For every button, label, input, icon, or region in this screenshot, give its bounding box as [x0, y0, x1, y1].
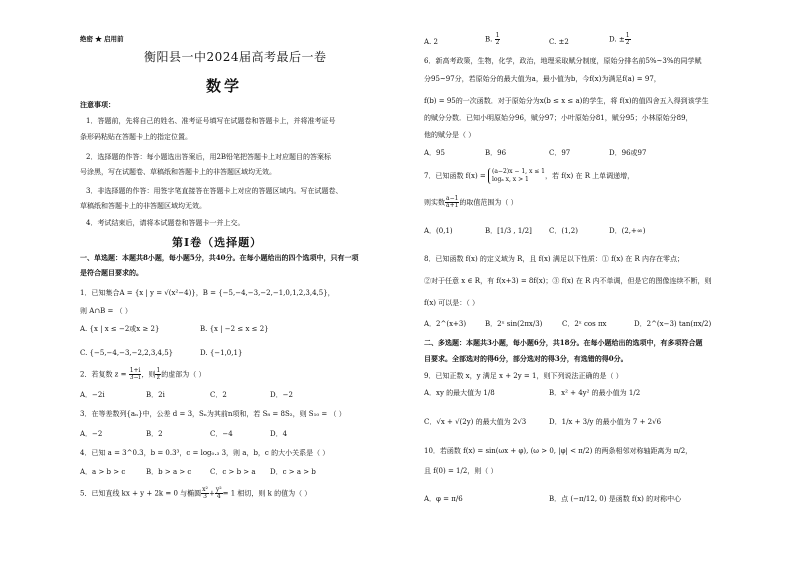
- question-3-stem: 3．在等差数列{aₙ}中，公差 d = 3，Sₙ为其前n项和，若 S₈ = 8S₂，则 S₁₀ = （ ）: [80, 410, 346, 418]
- q5d-den: 2: [625, 39, 630, 46]
- question-1-stem: 1．已知集合A = {x | y = √(x²−4)}，B = {−5,−4,−3,−2,−1,0,1,2,3,4,5}，: [80, 289, 335, 297]
- q7-frac-num: a−1: [446, 195, 459, 202]
- q10-option-a: A．φ = π/6: [424, 495, 463, 503]
- q2-text: 2．若复数 z =: [80, 370, 129, 379]
- q4-option-c: C．c > b > a: [210, 468, 256, 476]
- q5d-fraction: [625, 33, 631, 46]
- notice-line: 条形码粘贴在答题卡上的指定位置。: [80, 133, 192, 141]
- q5d-num: 1: [625, 32, 630, 39]
- secret-mark: 绝密 ★ 启用前: [80, 35, 124, 43]
- q5-option-b: [485, 33, 500, 46]
- question-9-stem: 9．已知正数 x，y 满足 x + 2y = 1，则下列说法正确的是（ ）: [424, 372, 623, 380]
- notice-line: 1．答题前，先将自己的姓名、准考证号填写在试题卷和答题卡上，并将准考证号: [86, 117, 336, 125]
- q9-option-d: D．1/x + 3/y 的最小值为 7 + 2√6: [549, 418, 662, 426]
- q5b-den: 2: [495, 39, 500, 46]
- q5-frac1-num: x²: [202, 486, 208, 493]
- q7-text: 的取值范围为（ ）: [459, 198, 518, 207]
- question-2-stem: [80, 368, 206, 381]
- q7-case-1: (a−2)x − 1, x ≤ 1: [492, 168, 546, 175]
- question-6-line: 的赋分分数．已知小明原始分96，赋分97；小叶原始分81，赋分95；小林原始分89，: [424, 114, 693, 122]
- q1-option-a: A. {x | x ≤ −2或x ≥ 2}: [80, 325, 160, 333]
- question-6-line: 他的赋分是（ ）: [424, 131, 476, 139]
- q5-fraction-y: [215, 487, 223, 500]
- q2-option-a: A．−2i: [80, 391, 105, 399]
- question-6-line: 6．新高考政策，生物，化学，政治，地理采取赋分制度，原始分排名前5%~3%的同学赋: [424, 57, 702, 65]
- q9-option-a: A．xy 的最大值为 1/8: [424, 389, 495, 397]
- q2-fraction: [129, 368, 142, 381]
- question-10-line: 且 f(0) = 1/2，则（ ）: [424, 467, 498, 475]
- q7b-label: B．: [485, 227, 498, 235]
- q7-fraction: [445, 196, 459, 209]
- q8-option-a: A．2^(x+3): [424, 320, 467, 328]
- question-1-stem2: 则 A∩B = （ ）: [80, 307, 132, 315]
- section2-line: 目要求。全部选对的得6分，部分选对的得3分，有选错的得0分。: [424, 354, 628, 363]
- q6-option-c: C．97: [549, 149, 571, 157]
- q5-option-d: [609, 33, 631, 46]
- q5-text: 5．已知直线 kx + y + 2k = 0 与椭圆: [80, 489, 202, 498]
- notice-line: 3．非选择题的作答：用签字笔直接答在答题卡上对应的答题区域内。写在试题卷、: [86, 187, 343, 195]
- q2-frac2-den: z: [156, 374, 160, 381]
- q5-option-c: C. ±2: [549, 38, 569, 46]
- q2-option-c: C．2: [210, 391, 227, 399]
- q5-frac2-den: 4: [216, 493, 221, 500]
- q2-option-d: D．−2: [270, 391, 293, 399]
- q2-frac-den: 3−i: [129, 374, 141, 381]
- q9-option-b: B．x² + 4y² 的最小值为 1/2: [549, 389, 641, 397]
- q5-frac1-den: 3: [203, 493, 207, 500]
- q9-option-c: C．√x + √(2y) 的最大值为 2√3: [424, 418, 527, 426]
- q2-text: 的虚部为（ ）: [161, 370, 206, 379]
- section2-line: 二、多选题：本题共3小题，每小题6分，共18分。在每小题给出的选项中，有多项符合题: [424, 338, 703, 347]
- question-10-line: 10．若函数 f(x) = sin(ωx + φ), (ω > 0, |φ| < π/2) 的两条相邻对称轴距离为 π/2，: [424, 447, 693, 455]
- section1-line: 是符合题目要求的。: [80, 268, 143, 277]
- q7b-value: [1/3 , 1/2]: [497, 227, 532, 235]
- part1-title: 第Ⅰ卷（选择题）: [172, 236, 263, 249]
- q7-case-2: logₐ x, x > 1: [492, 176, 529, 184]
- q1-option-b: B. {x | −2 ≤ x ≤ 2}: [200, 325, 269, 333]
- q5-plus: +: [208, 489, 215, 498]
- q3-option-c: C．−4: [210, 430, 233, 438]
- q5-frac2-num: y²: [215, 486, 222, 493]
- q5-fraction-x: [201, 487, 209, 500]
- q2-frac2-num: 1: [156, 367, 161, 374]
- q7-option-a: A．(0,1): [424, 227, 453, 235]
- question-6-line: 分95~97分，若原始分的最大值为a，最小值为b，今f(x)为满足f(a) = 97，: [424, 75, 661, 83]
- question-4-stem: 4．已知 a = 3^0.3，b = 0.3³，c = log₀.₃ 3，则 a，b，c 的大小关系是（ ）: [80, 449, 330, 457]
- q7-text: ，若 f(x) 在 R 上单调递增，: [545, 172, 635, 181]
- notice-line: 号涂黑，写在试题卷、草稿纸和答题卡上的非答题区域均无效。: [80, 168, 276, 176]
- q2-text: ，则: [141, 370, 156, 379]
- question-8-line: 8．已知函数 f(x) 的定义域为 R，且 f(x) 满足以下性质：① f(x) 在 R 内存在零点；: [424, 255, 685, 263]
- q5b-label: B.: [485, 35, 493, 44]
- question-6-line: f(b) = 95的一次函数．对于原始分为x(b ≤ x ≤ a)的学生，将 f(x)的值四舍五入得到该学生: [424, 97, 709, 105]
- question-5-stem: [80, 487, 311, 500]
- notice-heading: 注意事项：: [80, 100, 115, 109]
- q2-frac-num: 1+i: [129, 367, 141, 374]
- question-7-stem: [424, 168, 634, 184]
- exam-title: 衡阳县一中2024届高考最后一卷: [144, 50, 327, 64]
- q8-option-b: B．2ˣ sin(2πx/3): [485, 320, 543, 328]
- q6-option-b: B．96: [485, 149, 507, 157]
- q8-option-d: D．2^(x−3) tan(πx/2): [634, 320, 712, 328]
- q5b-fraction: [495, 33, 501, 46]
- q5-option-a: A. 2: [424, 38, 438, 46]
- q7-option-b: [485, 227, 532, 236]
- q4-option-d: D．c > a > b: [270, 468, 316, 476]
- section1-line: 一、单选题：本题共8小题，每小题5分，共40分。在每小题给出的四个选项中，只有一项: [80, 253, 359, 262]
- q7-text: 7．已知函数 f(x) =: [424, 172, 488, 181]
- q7-frac-den: a+1: [446, 202, 459, 209]
- question-8-line: f(x) 可以是：（ ）: [424, 299, 479, 307]
- q7-option-d: D．(2,+∞): [609, 227, 646, 235]
- subject-title: 数学: [206, 77, 243, 95]
- question-7-line2: [424, 196, 518, 209]
- notice-line: 4．考试结束后，请将本试题卷和答题卡一并上交。: [86, 219, 245, 227]
- q4-option-b: B．b > a > c: [146, 468, 192, 476]
- q5-text: = 1 相切，则 k 的值为（ ）: [222, 489, 312, 498]
- q4-option-a: A．a > b > c: [80, 468, 126, 476]
- q8-option-c: C．2ˣ cos πx: [562, 320, 607, 328]
- q10-option-b: B．点 (−π/12, 0) 是函数 f(x) 的对称中心: [549, 495, 682, 503]
- q1-option-c: C. {−5,−4,−3,−2,2,3,4,5}: [80, 349, 174, 357]
- q5d-label: D. ±: [609, 35, 625, 44]
- q6-option-a: A．95: [424, 149, 445, 157]
- q5b-num: 1: [495, 32, 500, 39]
- q1-option-d: D. {−1,0,1}: [200, 349, 243, 357]
- q3-option-d: D．4: [270, 430, 288, 438]
- question-8-line: ②对于任意 x ∈ R，有 f(x+3) = 8f(x)；③ f(x) 在 R 内不单调，但是它的图像连续不断，则: [424, 277, 712, 285]
- notice-line: 草稿纸和答题卡上的非答题区域均无效。: [80, 202, 206, 210]
- q6-option-d: D．96或97: [609, 149, 647, 157]
- q7-option-c: C．(1,2): [549, 227, 578, 235]
- q2-option-b: B．2i: [146, 391, 165, 399]
- q3-option-b: B．2: [146, 430, 163, 438]
- q3-option-a: A．−2: [80, 430, 103, 438]
- q7-text: 则实数: [424, 198, 445, 207]
- notice-line: 2．选择题的作答：每小题选出答案后，用2B铅笔把答题卡上对应题目的答案标: [86, 153, 332, 161]
- q7-piecewise: [488, 168, 545, 184]
